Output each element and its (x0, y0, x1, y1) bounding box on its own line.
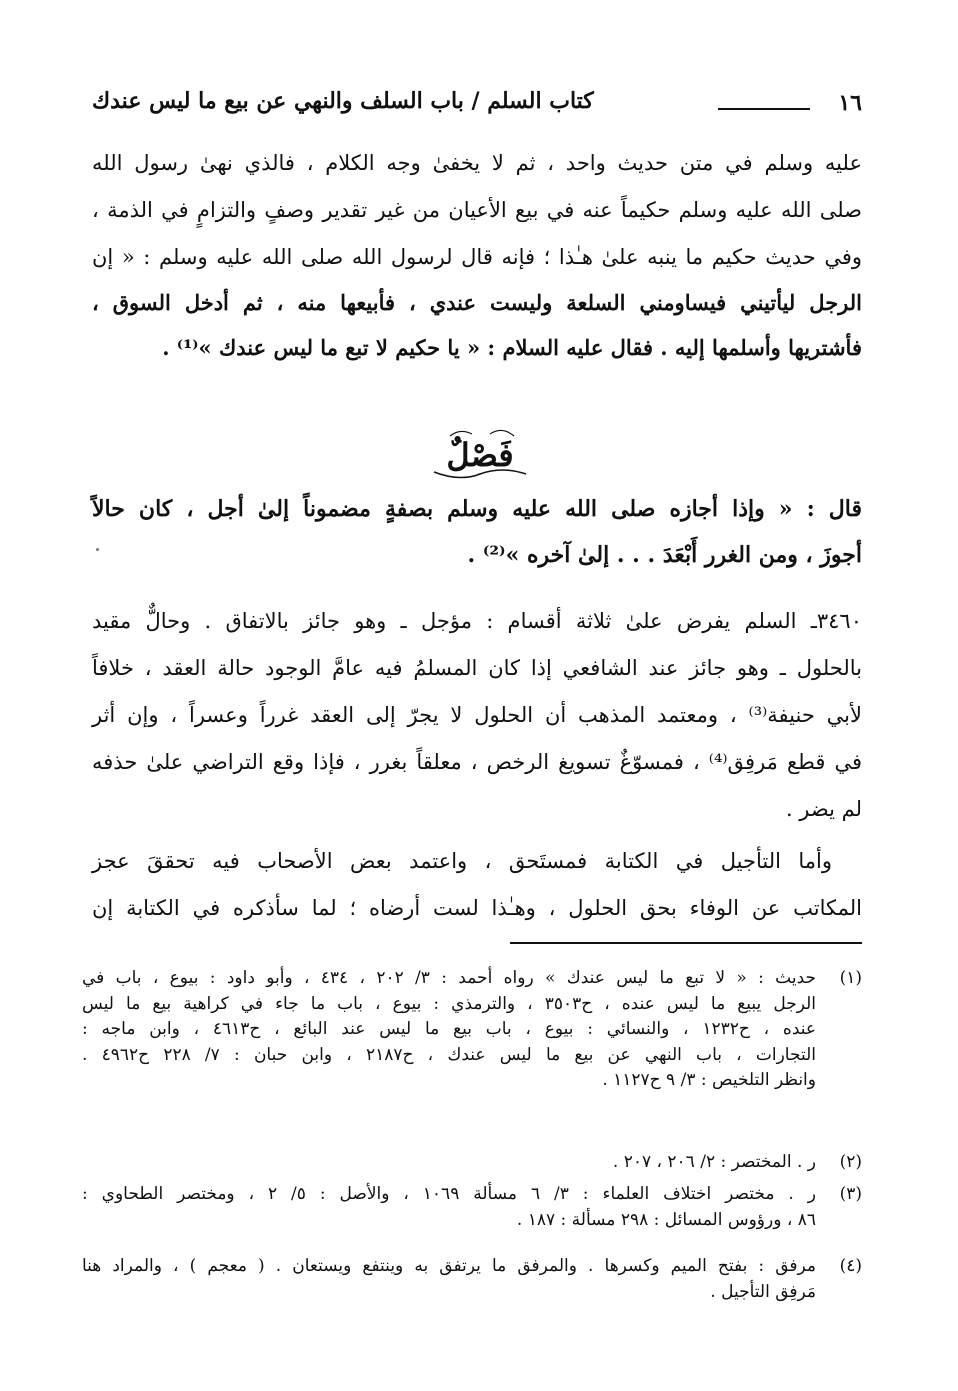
running-header (92, 88, 862, 124)
footnote-4 (82, 1254, 862, 1306)
text-line: صلى الله عليه وسلم حكيماً عنه في بيع الأعيان من غير تقدير وصفٍ والتزامٍ في الذمة ، (92, 198, 862, 222)
hadith-line: الرجل ليأتيني فيساومني السلعة وليست عندي ، فأبيعها منه ، ثم أدخل السوق ، (92, 290, 862, 315)
calligraphy-ornament-icon (420, 424, 540, 486)
page-number: ١٦ (838, 90, 862, 116)
footnote-line: التجارات ، باب النهي عن بيع ما ليس عندك ، ح٢١٨٧ ، وابن حبان : ٧/ ٢٢٨ ح٤٩٦٢ . (82, 1044, 816, 1065)
footnote-line: مَرفِق التأجيل . (710, 1281, 816, 1302)
paragraph-3460-line: بالحلول ـ وهو جائز عند الشافعي إذا كان المسلمُ فيه عامَّ الوجود حالة العقد ، خلافاً (92, 656, 862, 680)
text-line: عليه وسلم في متن حديث واحد ، ثم لا يخفىٰ وجه الكلام ، فالذي نهىٰ رسول الله (92, 151, 862, 175)
footnote-line: عنده ، ح١٢٣٢ ، والنسائي : بيوع ، باب بيع ما ليس عند البائع ، ح٤٦١٣ ، وابن ماجه : (82, 1019, 817, 1039)
footnote-line: الرجل يبيع ما ليس عنده ، ح٣٥٠٣ ، والترمذي : بيوع ، باب ما جاء في كراهية بيع ما ليس (82, 993, 816, 1014)
footnote-line: مرفق : بفتح الميم وكسرها . والمرفق ما يرتفق به وينتفع ويستعان . ( معجم ) ، والمراد هنا (82, 1256, 816, 1276)
header-rule (718, 108, 810, 110)
stray-mark (96, 548, 99, 551)
matn-line: قال : « وإذا أجازه صلى الله عليه وسلم بصفةٍ مضموناً إلىٰ أجل ، كان حالاً (92, 496, 862, 522)
section-ornament (420, 424, 540, 486)
footnote-3 (82, 1182, 862, 1234)
footnote-line: ر . المختصر : ٢/ ٢٠٦ ، ٢٠٧ . (612, 1152, 816, 1172)
paragraph-line: المكاتب عن الوفاء بحق الحلول ، وهـٰذا لست أرضاه ؛ لما سأذكره في الكتابة إن (92, 896, 862, 920)
footnote-separator (510, 942, 862, 944)
footnote-number: (٢) (839, 1152, 862, 1172)
footnote-2 (82, 1150, 862, 1176)
section-heading: فَصْلٌ (446, 436, 514, 474)
footnote-line: ر . مختصر اختلاف العلماء : ٣/ ٦ مسألة ١٠٦٩ ، والأصل : ٥/ ٢ ، ومختصر الطحاوي : (82, 1184, 816, 1204)
footnote-number: (٣) (839, 1184, 862, 1204)
running-title: كتاب السلم / باب السلف والنهي عن بيع ما ليس عندك (92, 88, 594, 114)
paragraph-3460-line: في قطع مَرفِق⁽⁴⁾ ، فمسوّغٌ تسويغ الرخص ، معلقاً بغرر ، فإذا وقع التراضي علىٰ حذفه (92, 750, 862, 774)
footnote-number: (١) (839, 968, 862, 988)
paragraph-line: وأما التأجيل في الكتابة فمستَحق ، واعتمد بعض الأصحاب فيه تحققَ عجز (92, 849, 833, 873)
footnote-1 (82, 966, 862, 1096)
hadith-line: فأشتريها وأسلمها إليه . فقال عليه السلام : « يا حكيم لا تبع ما ليس عندك »⁽¹⁾ . (162, 335, 862, 360)
paragraph-3460-line: لم يضر . (785, 797, 862, 821)
text-line: وفي حديث حكيم ما ينبه علىٰ هـٰذا ؛ فإنه قال لرسول الله صلى الله عليه وسلم : « إن (92, 245, 862, 269)
paragraph-3460-line: ٣٤٦٠ـ السلم يفرض علىٰ ثلاثة أقسام : مؤجل ـ وهو جائز بالاتفاق . وحالٌّ مقيد (92, 609, 862, 633)
footnote-line: حديث : « لا تبع ما ليس عندك » رواه أحمد : ٣/ ٢٠٢ ، ٤٣٤ ، وأبو داود : بيوع ، باب في (82, 968, 817, 988)
paragraph-3460-line: لأبي حنيفة⁽³⁾ ، ومعتمد المذهب أن الحلول لا يجرّ إلى العقد غرراً وعسراً ، وإن أثر (92, 703, 862, 727)
matn-line: أجوزَ ، ومن الغرر أَبْعَدَ . . . إلىٰ آخره »⁽²⁾ . (467, 542, 862, 568)
footnote-number: (٤) (839, 1256, 862, 1276)
footnote-line: وانظر التلخيص : ٣/ ٩ ح١١٢٧ . (602, 1070, 816, 1090)
footnote-line: ٨٦ ، ورؤوس المسائل : ٢٩٨ مسألة : ١٨٧ . (516, 1209, 816, 1230)
